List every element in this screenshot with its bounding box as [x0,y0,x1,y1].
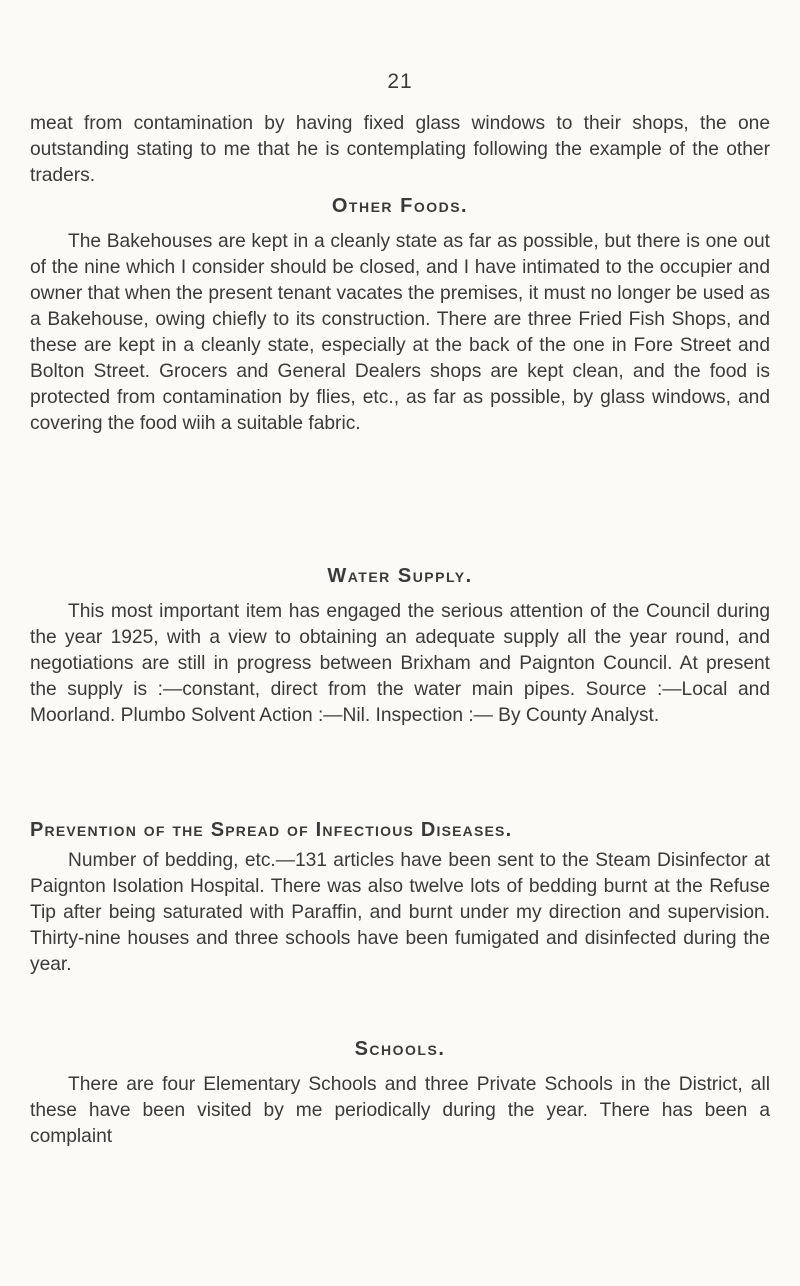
paragraph-water-supply: This most important item has engaged the serious attention of the Council during the year 1925, with a view to obtaining an adequate supply all the year round, and negotiations are still in progress between Brixham and Paignton Council. At present the supply is :—constant, direct from the water main pipes. Source :—Local and Moorland. Plumbo Solvent Action :—Nil. Inspection :— By County Analyst. [30,601,770,726]
heading-water-supply: Water Supply. [327,565,473,587]
heading-other-foods: Other Foods. [331,195,469,217]
heading-schools: Schools. [354,1038,446,1060]
page-number: 21 [387,70,413,93]
intro-paragraph: meat from contamination by having fixed glass windows to their shops, the one outstanding stating to me that he is contemplating following the example of the other traders. [30,113,770,186]
paragraph-other-foods: The Bakehouses are kept in a cleanly state as far as possible, but there is one out of the nine which I consider should be closed, and I have intimated to the occupier and owner that when the present tenant vacates the premises, it must no longer be used as a Bakehouse, owing chiefly to its construction. There are three Fried Fish Shops, and these are kept in a cleanly state, especially at the back of the one in Fore Street and Bolton Street. Grocers and General Dealers shops are kept clean, and the food is protected from contamination by flies, etc., as far as possible, by glass windows, and covering the food wiih a suitable fabric. [30,231,770,434]
heading-infectious-diseases: Prevention of the Spread of Infectious Diseases. [30,819,513,841]
paragraph-schools: There are four Elementary Schools and three Private Schools in the District, all these have been visited by me periodically during the year. There has been a complaint [30,1074,770,1147]
paragraph-infectious-diseases: Number of bedding, etc.—131 articles have been sent to the Steam Disinfector at Paignton Isolation Hospital. There was also twelve lots of bedding burnt at the Refuse Tip after being saturated with Paraffin, and burnt under my direction and supervision. Thirty-nine houses and three schools have been fumigated and disinfected during the year. [30,850,770,975]
